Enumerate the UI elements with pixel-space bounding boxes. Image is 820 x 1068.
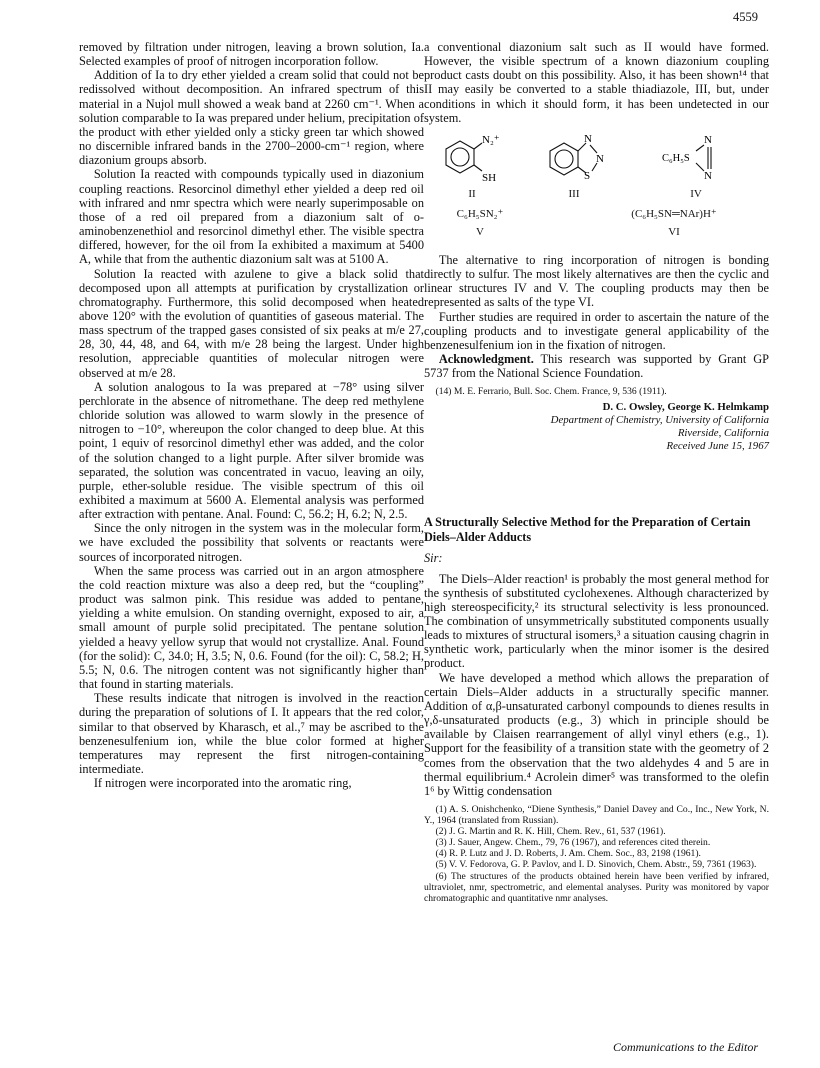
structure-iv-n2: N bbox=[704, 169, 712, 182]
reference-item: (4) R. P. Lutz and J. D. Roberts, J. Am. Chem. Soc., 83, 2198 (1961). bbox=[435, 848, 701, 860]
reference-item: (5) V. V. Fedorova, G. P. Pavlov, and I. D. Sinovich, Chem. Abstr., 59, 7361 (1963). bbox=[435, 859, 757, 871]
acknowledgment-label: Acknowledgment. bbox=[438, 352, 534, 367]
author-block bbox=[424, 401, 769, 453]
paragraph: Solution Ia reacted with azulene to give a black solid that decomposed upon all attempts at purification by crystallization or chromatography. Furthermore, this solid decomposed when heated above 120° with the evolution of quantities of gaseous material. The mass spectrum of the trapped gases consisted of six peaks at m/e 27, 28, 30, 44, 48, and 64, with m/e 28 being the largest. Under high resolution, appreciable quantities of molecular nitrogen were observed at m/e 28. bbox=[79, 266, 424, 380]
footnote-14: (14) M. E. Ferrario, Bull. Soc. Chem. France, 9, 536 (1911). bbox=[435, 386, 667, 398]
structure-ii-ring bbox=[446, 141, 482, 173]
paragraph: These results indicate that nitrogen is involved in the reaction during the preparation of solutions of I. It appears that the red color, similar to that observed by Kharasch, et al.,⁷ may be ascribed to the benzenesulfenium ion, while the blue color formed at higher temperatures may represent the first nitrogen-containing intermediate. bbox=[79, 691, 424, 776]
structure-label-v: V bbox=[476, 225, 484, 238]
paragraph: A solution analogous to Ia was prepared at −78° using silver perchlorate in the absence of nitromethane. The deep red methylene chloride solution was allowed to warm slowly in the presence of nitrogen to −10°, whereupon the color changed to deep blue. At this point, 1 equiv of resorcinol dimethyl ether was added, and the color of the solution changed to a light purple. After silver bromide was separated, the solution was concentrated in vacuo, leaving an oily, purple, ether-soluble residue. The visible spectrum of this oil exhibited a maximum at 5600 A. Elemental analysis was performed after extraction with pentane. Anal. Found: C, 56.2; H, 6.2; N, 2.5. bbox=[79, 379, 424, 522]
salutation: Sir: bbox=[424, 551, 443, 566]
reference-item: (1) A. S. Onishchenko, “Diene Synthesis,” Daniel Davey and Co., Inc., New York, N. Y., 1964 (translated from Russian). bbox=[424, 804, 769, 827]
paragraph: We have developed a method which allows the preparation of certain Diels–Alder adducts in a structurally specific manner. Addition of α,β-unsaturated carbonyl compounds to dienes results in γ,δ-unsaturated products (e.g., 3) which in principle should be available by Claisen rearrangement of allyl vinyl ethers (e.g., 1). Support for the feasibility of a transition state with the geometry of 2 comes from the observation that the two aldehydes 4 and 5 are in thermal equilibrium.⁴ Acrolein dimer⁵ was transformed to the olefin 1⁶ by Wittig condensation bbox=[424, 670, 769, 798]
paragraph: The alternative to ring incorporation of nitrogen is bonding directly to sulfur. The most likely alternatives are then the cyclic and linear structures IV and V. The coupling products may then be represented as salts of the type VI. bbox=[424, 252, 769, 310]
author-names: D. C. Owsley, George K. Helmkamp bbox=[602, 401, 769, 414]
article-body bbox=[424, 572, 769, 799]
structure-label-iv: IV bbox=[690, 187, 702, 200]
structure-iii-n2: N bbox=[596, 152, 604, 165]
paragraph: If nitrogen were incorporated into the aromatic ring, bbox=[93, 776, 352, 791]
author-department: Department of Chemistry, University of California bbox=[550, 414, 769, 427]
structure-iv-bonds bbox=[696, 145, 711, 171]
left-column bbox=[79, 40, 424, 790]
structure-iv-formula: C₆H₅S bbox=[662, 152, 690, 164]
reference-item: (2) J. G. Martin and R. K. Hill, Chem. Rev., 61, 537 (1961). bbox=[435, 826, 666, 838]
acknowledgment bbox=[424, 352, 769, 380]
chemical-structures bbox=[424, 131, 769, 247]
reference-item: (6) The structures of the products obtained herein have been verified by infrared, ultraviolet, nmr, spectrometric, and elemental analyses. Purity was monitored by vapor chromatographic and quantitative nmr analyses. bbox=[424, 870, 769, 904]
reference-list bbox=[424, 804, 769, 904]
structure-label-iii: III bbox=[568, 187, 580, 200]
right-column-top-text bbox=[424, 40, 769, 125]
page-number: 4559 bbox=[733, 10, 758, 24]
right-column bbox=[424, 40, 769, 904]
structure-ii-n2: N₂⁺ bbox=[482, 133, 500, 146]
reference-item: (3) J. Sauer, Angew. Chem., 79, 76 (1967), and references cited therein. bbox=[435, 837, 711, 849]
article-title: A Structurally Selective Method for the Preparation of Certain Diels–Alder Adducts bbox=[424, 515, 751, 544]
paragraph: Further studies are required in order to ascertain the nature of the coupling products and to investigate general applicability of the benzenesulfenium ion in the fixation of nitrogen. bbox=[424, 309, 769, 352]
structure-v-formula: C₆H₅SN₂⁺ bbox=[456, 207, 504, 220]
footer-journal-section: Communications to the Editor bbox=[613, 1040, 758, 1054]
structure-label-ii: II bbox=[468, 187, 476, 200]
acknowledgment-text: This research was supported by Grant GP 5737 from the National Science Foundation. bbox=[424, 352, 769, 381]
paragraph: a conventional diazonium salt such as II would have formed. However, the visible spectrum of a known diazonium coupling product casts doubt on this possibility. Also, it has been shown¹⁴ that II may easily be converted to a stable thiadiazole, III, but, under conditions in which it should form, it has been undetected in our system. bbox=[424, 40, 769, 125]
structure-iii-n1: N bbox=[584, 132, 592, 145]
structure-iv-n1: N bbox=[704, 133, 712, 146]
received-date: Received June 15, 1967 bbox=[666, 440, 769, 453]
structure-label-vi: VI bbox=[668, 225, 680, 238]
paragraph: Solution Ia reacted with compounds typically used in diazonium coupling reactions. Resorcinol dimethyl ether yielded a deep red oil with infrared and nmr spectra which were nearly superimposable on those of a red oil prepared from a diazonium salt of o-aminobenzenethiol and resorcinol dimethyl ether. The visible spectra differed, however, for the oil from Ia exhibited a maximum at 5400 A, while that from the authentic diazonium salt was at 5100 A. bbox=[79, 167, 424, 267]
paragraph: The Diels–Alder reaction¹ is probably the most general method for the synthesis of substituted cyclohexenes. Although characterized by high stereospecificity,² its structural selectivity is less pronounced. The combination of unsymmetrically substituted components usually leads to mixtures of structural isomers,³ a situation causing chagrin in synthetic work, particularly when the minor isomer is the desired product. bbox=[424, 571, 769, 671]
structure-vi-formula: (C₆H₅SN═NAr)H⁺ bbox=[631, 207, 717, 220]
paragraph: removed by filtration under nitrogen, leaving a brown solution, Ia. Selected examples of proof of nitrogen incorporation follow. bbox=[79, 40, 424, 69]
right-column-mid-text bbox=[424, 253, 769, 352]
author-city: Riverside, California bbox=[677, 427, 769, 440]
structure-iii-s: S bbox=[584, 169, 591, 182]
paragraph: Since the only nitrogen in the system was in the molecular form, we have excluded the possibility that solvents or reactants were sources of incorporated nitrogen. bbox=[79, 521, 424, 564]
paragraph: When the same process was carried out in an argon atmosphere the cold reaction mixture was also a deep red, but the “coupling” product was salmon pink. This residue was added to pentane, yielding a white emulsion. On standing overnight, exposed to air, a small amount of purple solid precipitated. The pentane solution yielded a heavy yellow syrup that would not crystallize. Anal. Found (for the solid): C, 34.0; H, 3.5; N, 0.6. Found (for the oil): C, 58.2; H, 5.5; N, 0.6. The nitrogen content was not significantly higher than that found in starting materials. bbox=[79, 563, 424, 692]
paragraph: Addition of Ia to dry ether yielded a cream solid that could not be redissolved without decomposition. An infrared spectrum of this material in a Nujol mull showed a weak band at 2260 cm⁻¹. When a solution comparable to Ia was prepared under helium, precipitation of the product with ether yielded only a sticky green tar which showed no discernible infrared bands in the 2700–2000-cm⁻¹ region, where diazonium groups absorb. bbox=[79, 68, 424, 168]
structure-ii-sh: SH bbox=[482, 171, 497, 184]
